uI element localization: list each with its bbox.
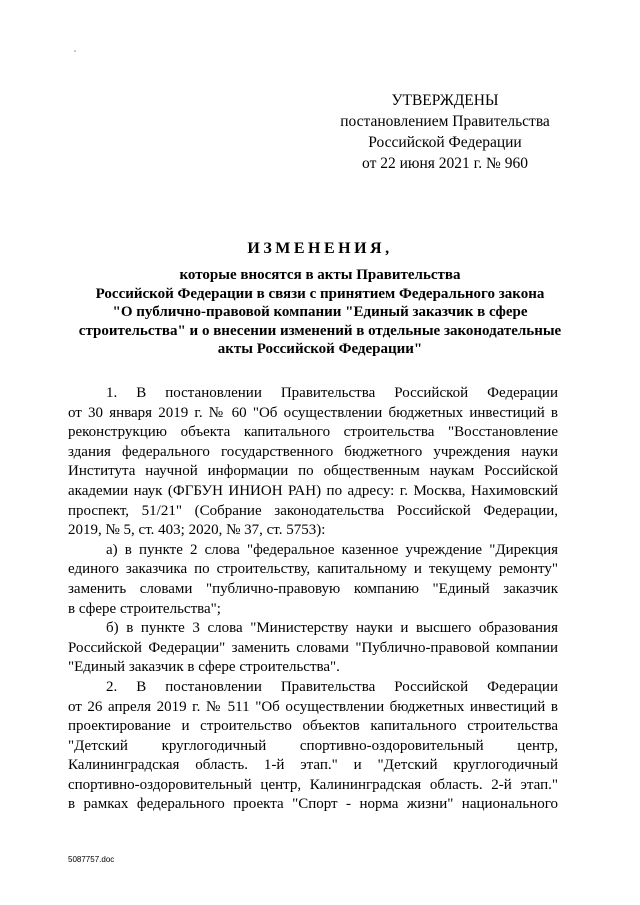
body-line: единого заказчика по строительству, капитальному и текущему ремонту" <box>68 561 558 578</box>
body-line: в сфере строительства"; <box>68 600 221 617</box>
body-line: 1. В постановлении Правительства Российской Федерации <box>106 385 558 401</box>
body-line: 2. В постановлении Правительства Российской Федерации <box>106 678 558 695</box>
file-name-footer: 5087757.doc <box>68 855 115 864</box>
body-line: Института научной информации по общественным наукам Российской <box>68 463 558 480</box>
body-line: в рамках федерального проекта "Спорт - норма жизни" национального <box>68 796 558 813</box>
approval-heading: УТВЕРЖДЕНЫ <box>391 92 499 109</box>
subtitle-line: Российской Федерации в связи с принятием Федерального закона <box>95 285 545 302</box>
body-line: здания федерального государственного бюджетного учреждения науки <box>68 443 558 460</box>
approval-line: Российской Федерации <box>368 134 522 151</box>
body-line: Российской Федерации" заменить словами "Публично-правовой компании <box>68 639 558 656</box>
body-line: спортивно-оздоровительный центр, Калининградская область. 2-й этап." <box>68 776 558 793</box>
scan-speck <box>74 50 76 52</box>
body-line: от 26 апреля 2019 г. № 511 "Об осуществлении бюджетных инвестиций в <box>68 698 558 715</box>
body-line: б) в пункте 3 слова "Министерству науки и высшего образования <box>106 620 558 637</box>
approval-line: постановлением Правительства <box>340 113 550 130</box>
subtitle-line: которые вносятся в акты Правительства <box>179 267 461 283</box>
approval-block <box>330 90 560 174</box>
document-title: ИЗМЕНЕНИЯ, <box>247 240 393 257</box>
body-line: проектирование и строительство объектов капитального строительства <box>68 718 558 735</box>
document-subtitle <box>60 266 580 359</box>
document-body <box>68 384 558 815</box>
subtitle-line: акты Российской Федерации" <box>217 341 423 358</box>
body-line: "Единый заказчик в сфере строительства". <box>68 659 340 676</box>
body-line: реконструкцию объекта капитального строительства "Восстановление <box>68 424 558 441</box>
body-line: Калининградская область. 1-й этап." и "Детский круглогодичный <box>68 757 558 774</box>
subtitle-line: строительства" и о внесении изменений в отдельные законодательные <box>78 322 562 339</box>
body-line: "Детский круглогодичный спортивно-оздоровительный центр, <box>68 737 558 754</box>
subtitle-line: "О публично-правовой компании "Единый заказчик в сфере <box>112 304 528 321</box>
body-line: а) в пункте 2 слова "федеральное казенное учреждение "Дирекция <box>106 541 558 558</box>
body-line: академии наук (ФГБУН ИНИОН РАН) по адресу: г. Москва, Нахимовский <box>68 482 558 499</box>
body-line: заменить словами "публично-правовую компанию "Единый заказчик <box>68 580 558 597</box>
body-line: от 30 января 2019 г. № 60 "Об осуществлении бюджетных инвестиций в <box>68 404 558 421</box>
body-line: 2019, № 5, ст. 403; 2020, № 37, ст. 5753): <box>68 522 326 539</box>
body-line: проспект, 51/21" (Собрание законодательства Российской Федерации, <box>68 502 558 519</box>
approval-date-number: от 22 июня 2021 г. № 960 <box>362 155 528 172</box>
